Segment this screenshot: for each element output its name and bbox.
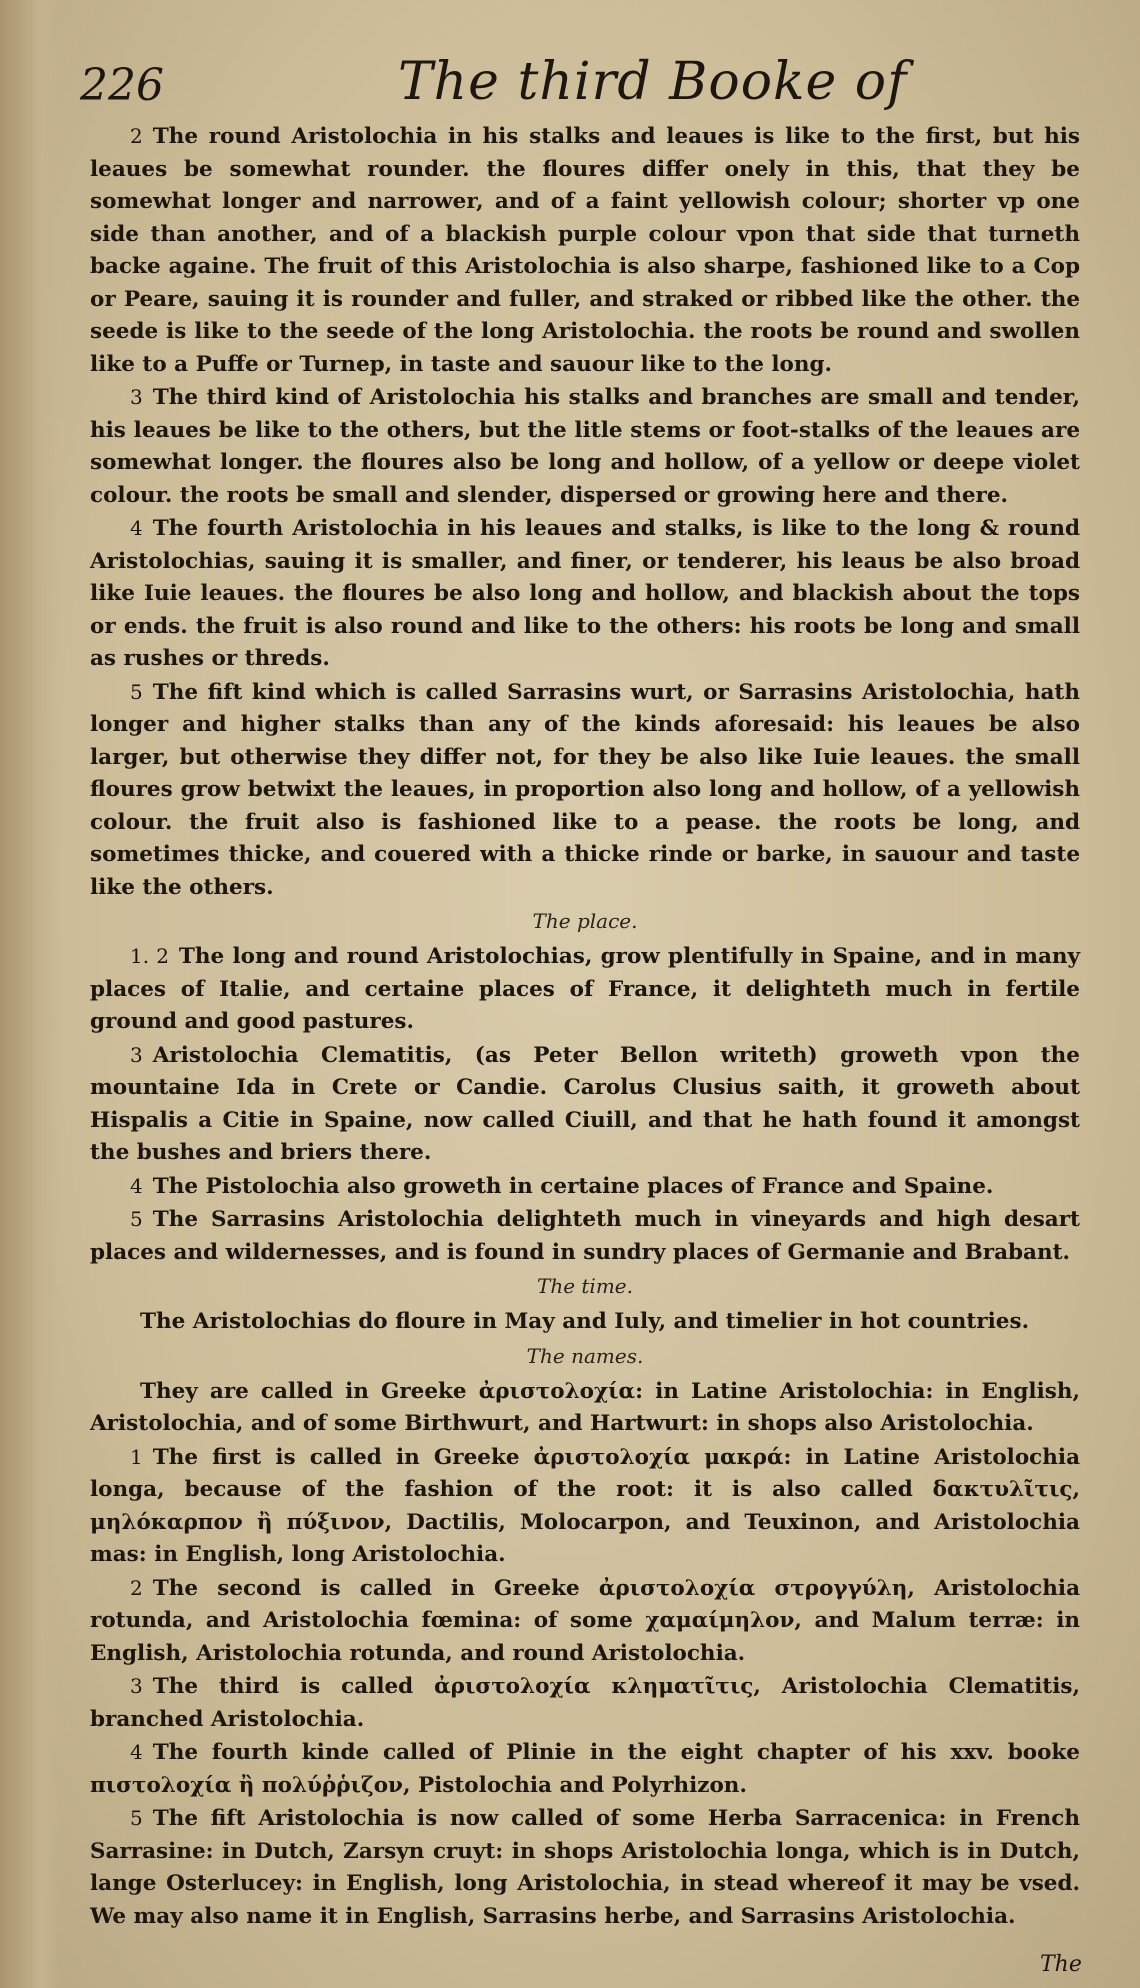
place-paragraph-3 xyxy=(90,1039,1080,1170)
paragraph-text: They are called in Greeke ἀριστολοχία: in Latine Aristolochia: in English, Aristolochia, and of some Birthwurt, and Hartwurt: in shops also Aristolochia. xyxy=(90,1378,1080,1436)
place-paragraph-1-2 xyxy=(90,940,1080,1039)
section-heading-names: The names. xyxy=(526,1343,644,1368)
time-paragraph xyxy=(90,1305,1080,1339)
names-paragraph-2 xyxy=(90,1572,1080,1671)
paragraph-text: The fourth Aristolochia in his leaues and stalks, is like to the long & round Aristolochias, sauing it is smaller, and finer, or tenderer, his leaus be also broad like Iuie leaues. the floures be also long and hollow, and blackish about the tops or ends. the fruit is also round and like to the others: his roots be long and small as rushes or threds. xyxy=(90,516,1080,671)
section-heading-time: The time. xyxy=(536,1274,633,1298)
paragraph-text: Aristolochia Clematitis, (as Peter Bellon writeth) groweth vpon the mountaine Ida in Crete or Candie. Carolus Clusius saith, it groweth about Hispalis a Citie in Spaine, now called Ciuill, and that he hath found it amongst the bushes and briers there. xyxy=(90,1042,1080,1165)
paragraph-2-round-aristolochia xyxy=(90,120,1080,381)
paragraph-text: The fourth kinde called of Plinie in the eight chapter of his xxv. booke πιστολοχία ἢ πολύῤῥιζον, Pistolochia and Polyrhizon. xyxy=(90,1740,1080,1798)
names-paragraph-intro xyxy=(90,1375,1080,1441)
paragraph-text: The fift Aristolochia is now called of some Herba Sarracenica: in French Sarrasine: in Dutch, Zarsyn cruyt: in shops Aristolochia longa, which is in Dutch, lange Osterlucey: in English, long Aristolochia, in stead whereof it may be vsed. We may also name it in English, Sarrasins herbe, and Sarrasins Aristolochia. xyxy=(90,1806,1080,1929)
paragraph-number: 5 xyxy=(130,679,143,704)
paragraph-number: 5 xyxy=(130,1207,143,1231)
paragraph-text: The third is called ἀριστολοχία κληματῖτις, Aristolochia Clematitis, branched Aristolochia. xyxy=(90,1674,1080,1732)
paragraph-5-fift-kind xyxy=(90,676,1080,905)
paragraph-text: The Sarrasins Aristolochia delighteth much in vineyards and high desart places and wildernesses, and is found in sundry places of Germanie and Brabant. xyxy=(90,1207,1080,1265)
page-header xyxy=(80,48,1080,118)
place-paragraph-5 xyxy=(90,1203,1080,1269)
paragraph-text: The Aristolochias do floure in May and Iuly, and timelier in hot countries. xyxy=(140,1309,1030,1334)
paragraph-text: The Pistolochia also groweth in certaine places of France and Spaine. xyxy=(152,1173,994,1199)
paragraph-number: 4 xyxy=(130,516,143,540)
running-title: The third Booke of xyxy=(398,52,908,112)
paragraph-number: 3 xyxy=(130,385,143,409)
paragraph-number: 2 xyxy=(130,124,143,148)
names-paragraph-1 xyxy=(90,1441,1080,1572)
paragraph-number: 2 xyxy=(130,1575,143,1600)
paragraph-number: 4 xyxy=(130,1173,143,1198)
paragraph-number: 4 xyxy=(130,1740,143,1764)
folio-number: 226 xyxy=(80,60,164,111)
paragraph-number: 1 xyxy=(130,1444,143,1469)
paragraph-number: 1. 2 xyxy=(130,944,169,968)
place-paragraph-4 xyxy=(90,1170,1080,1204)
paragraph-number: 3 xyxy=(130,1674,143,1698)
page-gutter-shadow xyxy=(0,0,60,1988)
text-body xyxy=(90,120,1080,1933)
names-paragraph-3 xyxy=(90,1670,1080,1736)
names-paragraph-4 xyxy=(90,1736,1080,1802)
names-paragraph-5 xyxy=(90,1802,1080,1933)
paragraph-text: The fift kind which is called Sarrasins wurt, or Sarrasins Aristolochia, hath longer and higher stalks than any of the kinds aforesaid: his leaues be also larger, but otherwise they differ not, for they be also like Iuie leaues. the small floures grow betwixt the leaues, in proportion also long and hollow, of a yellowish colour. the fruit also is fashioned like to a pease. the roots be long, and sometimes thicke, and couered with a thicke rinde or barke, in sauour and taste like the others. xyxy=(90,679,1080,900)
section-heading-place: The place. xyxy=(532,909,638,933)
paragraph-text: The first is called in Greeke ἀριστολοχία μακρά: in Latine Aristolochia longa, because of the fashion of the root: it is also called δακτυλῖτις, μηλόκαρπον ἢ πύξινον, Dactilis, Molocarpon, and Teuxinon, and Aristolochia mas: in English, long Aristolochia. xyxy=(90,1444,1080,1567)
paragraph-text: The third kind of Aristolochia his stalks and branches are small and tender, his leaues be like to the others, but the litle stems or foot-stalks of the leaues are somewhat longer. the floures also be long and hollow, of a yellow or deepe violet colour. the roots be small and slender, dispersed or growing here and there. xyxy=(90,385,1080,508)
paragraph-number: 5 xyxy=(130,1806,143,1830)
paragraph-text: The long and round Aristolochias, grow plentifully in Spaine, and in many places of Italie, and certaine places of France, it delighteth much in fertile ground and good pastures. xyxy=(90,944,1080,1034)
paragraph-text: The round Aristolochia in his stalks and leaues is like to the first, but his leaues be somewhat rounder. the floures differ onely in this, that they be somewhat longer and narrower, and of a faint yellowish colour; shorter vp one side than another, and of a blackish purple colour vpon that side that turneth backe againe. The fruit of this Aristolochia is also sharpe, fashioned like to a Cop or Peare, sauing it is rounder and fuller, and straked or ribbed like the other. the seede is like to the seede of the long Aristolochia. the roots be round and swollen like to a Puffe or Turnep, in taste and sauour like to the long. xyxy=(90,124,1080,377)
paragraph-number: 3 xyxy=(130,1042,143,1067)
catchword: The xyxy=(1040,1952,1082,1977)
paragraph-3-third-kind xyxy=(90,381,1080,512)
paragraph-text: The second is called in Greeke ἀριστολοχία στρογγύλη, Aristolochia rotunda, and Aristolochia fœmina: of some χαμαίμηλον, and Malum terræ: in English, Aristolochia rotunda, and round Aristolochia. xyxy=(90,1575,1080,1666)
paragraph-4-fourth-kind xyxy=(90,512,1080,676)
